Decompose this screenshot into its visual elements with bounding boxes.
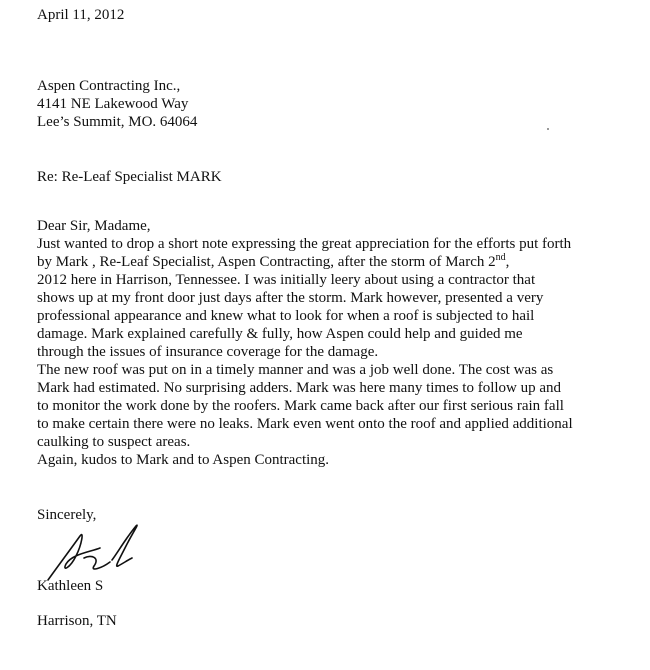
letter-date: April 11, 2012 xyxy=(37,7,125,23)
body-line-7: through the issues of insurance coverage for the damage. xyxy=(37,344,379,360)
body-line-2-end: , xyxy=(505,254,510,270)
body-line-13: Again, kudos to Mark and to Aspen Contracting. xyxy=(37,452,330,468)
closing: Sincerely, xyxy=(37,507,97,523)
body-line-6: damage. Mark explained carefully & fully, how Aspen could help and guided me xyxy=(37,326,523,342)
recipient-name: Aspen Contracting Inc., xyxy=(37,78,181,94)
body-line-4: shows up at my front door just days after the storm. Mark however, presented a very xyxy=(37,290,544,306)
body-line-1: Just wanted to drop a short note expressing the great appreciation for the efforts put forth xyxy=(37,236,572,252)
recipient-city: Lee’s Summit, MO. 64064 xyxy=(37,114,198,130)
body-line-3: 2012 here in Harrison, Tennessee. I was initially leery about using a contractor that xyxy=(37,272,536,288)
body-line-11: to make certain there were no leaks. Mark even went onto the roof and applied additional xyxy=(37,416,573,432)
body-line-9: Mark had estimated. No surprising adders. Mark was here many times to follow up and xyxy=(37,380,562,396)
recipient-street: 4141 NE Lakewood Way xyxy=(37,96,189,112)
re-line: Re: Re-Leaf Specialist MARK xyxy=(37,169,222,185)
salutation: Dear Sir, Madame, xyxy=(37,218,151,234)
body-line-8: The new roof was put on in a timely manner and was a job well done. The cost was as xyxy=(37,362,554,378)
body-line-10: to monitor the work done by the roofers. Mark came back after our first serious rain fall xyxy=(37,398,564,414)
body-line-12: caulking to suspect areas. xyxy=(37,434,191,450)
signer-location: Harrison, TN xyxy=(37,613,117,629)
body-line-2-text: by Mark , Re-Leaf Specialist, Aspen Contracting, after the storm of March 2 xyxy=(37,254,496,270)
body-line-5: professional appearance and knew what to look for when a roof is subjected to hail xyxy=(37,308,535,324)
body-line-2 xyxy=(37,253,509,271)
signer-name: Kathleen S xyxy=(37,578,104,594)
scan-speck xyxy=(547,128,549,130)
handwritten-signature xyxy=(40,514,150,584)
ordinal-suffix: nd xyxy=(495,252,506,263)
